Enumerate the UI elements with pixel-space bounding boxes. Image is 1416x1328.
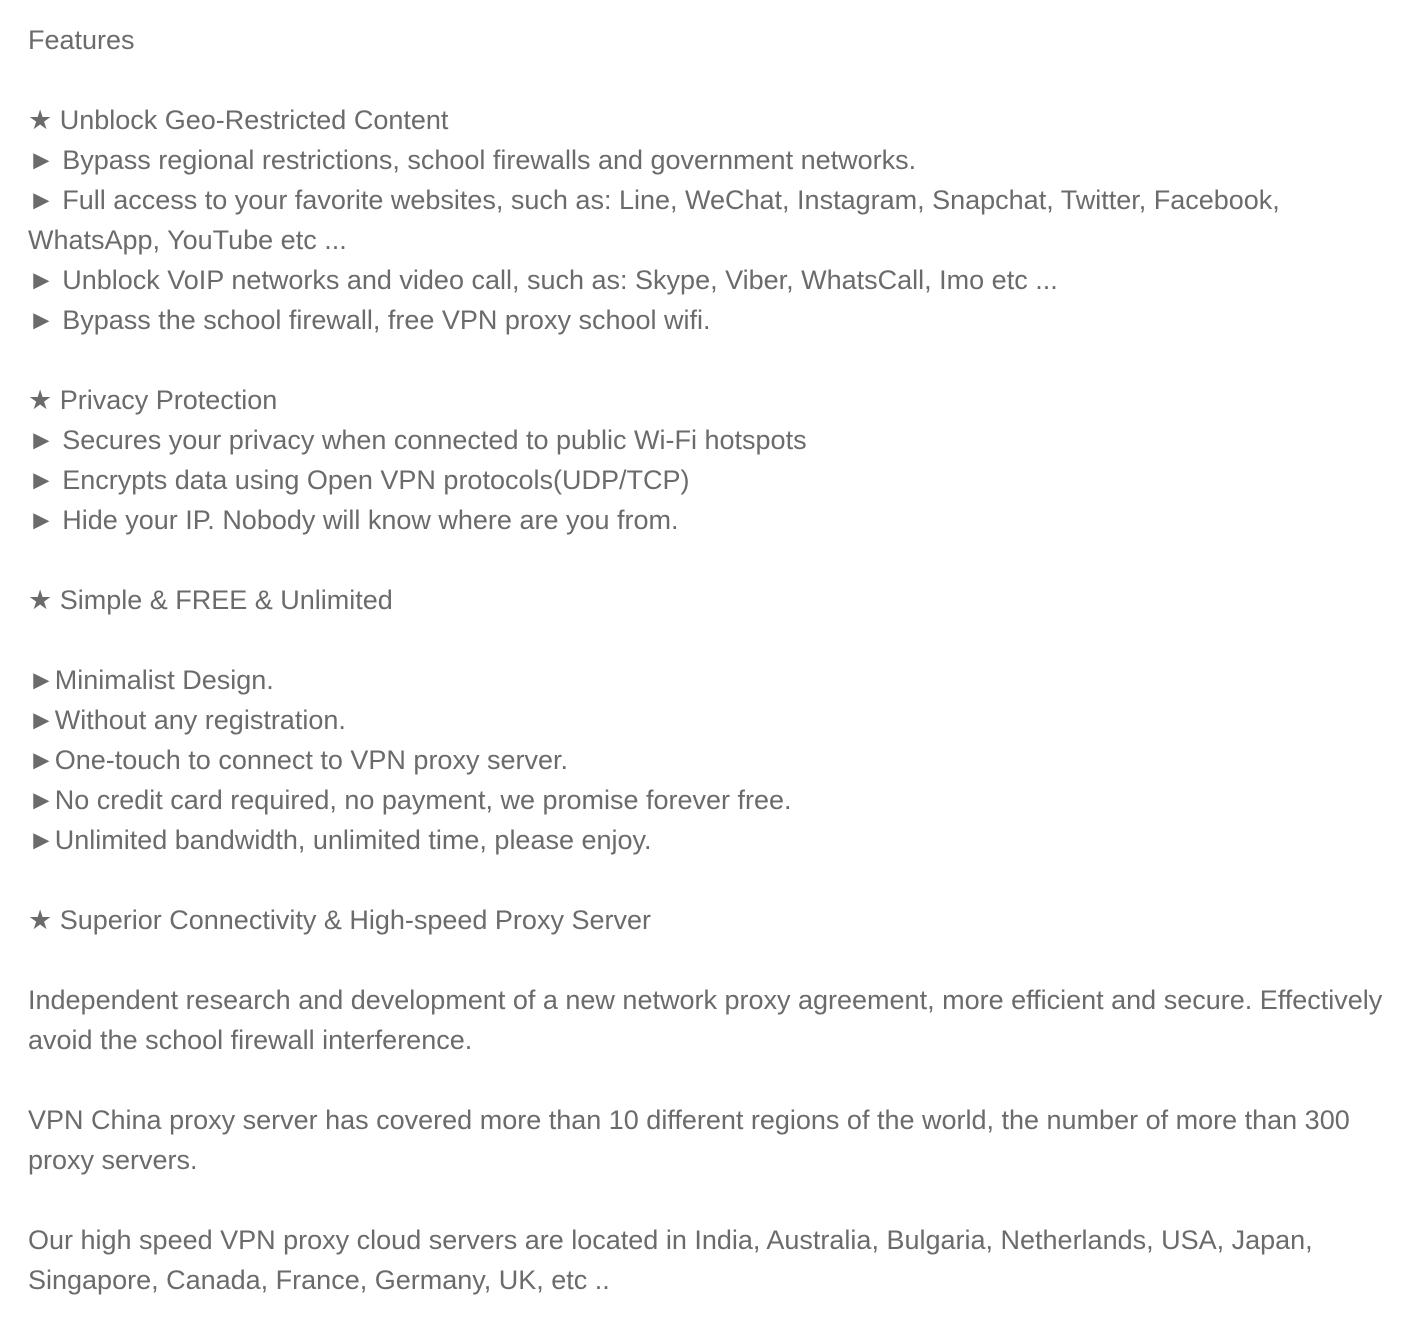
list-item: ► Bypass the school firewall, free VPN proxy school wifi. — [28, 305, 711, 335]
spacer — [28, 860, 1388, 900]
section-privacy — [28, 380, 1388, 540]
list-item: ►One-touch to connect to VPN proxy server. — [28, 745, 568, 775]
list-item: ► Full access to your favorite websites, such as: Line, WeChat, Instagram, Snapchat, Twitter, Facebook, WhatsApp, YouTube etc ... — [28, 185, 1280, 255]
list-item: ► Hide your IP. Nobody will know where are you from. — [28, 505, 679, 535]
list-item: ► Encrypts data using Open VPN protocols(UDP/TCP) — [28, 465, 690, 495]
list-item: ►Minimalist Design. — [28, 665, 274, 695]
spacer — [28, 1180, 1388, 1220]
features-heading: Features — [28, 25, 135, 55]
list-item: ► Bypass regional restrictions, school firewalls and government networks. — [28, 145, 917, 175]
spacer — [28, 940, 1388, 980]
section-title-connectivity: ★ Superior Connectivity & High-speed Proxy Server — [28, 905, 651, 935]
section-title-privacy: ★ Privacy Protection — [28, 385, 278, 415]
spacer — [28, 1060, 1388, 1100]
list-item: ► Unblock VoIP networks and video call, such as: Skype, Viber, WhatsCall, Imo etc ... — [28, 265, 1058, 295]
section-simple — [28, 580, 1388, 860]
list-item: ►Unlimited bandwidth, unlimited time, please enjoy. — [28, 825, 652, 855]
spacer — [28, 60, 1388, 100]
paragraph: Independent research and development of a new network proxy agreement, more efficient and secure. Effectively avoid the school firewall interference. — [28, 985, 1383, 1055]
spacer — [28, 540, 1388, 580]
list-item: ►Without any registration. — [28, 705, 346, 735]
paragraph: Our high speed VPN proxy cloud servers are located in India, Australia, Bulgaria, Netherlands, USA, Japan, Singapore, Canada, France, Germany, UK, etc .. — [28, 1225, 1313, 1295]
paragraph: VPN China proxy server has covered more than 10 different regions of the world, the number of more than 300 proxy servers. — [28, 1105, 1350, 1175]
section-unblock — [28, 100, 1388, 340]
section-title-unblock: ★ Unblock Geo-Restricted Content — [28, 105, 449, 135]
list-item: ► Secures your privacy when connected to public Wi-Fi hotspots — [28, 425, 807, 455]
section-connectivity — [28, 900, 1388, 1300]
list-item: ►No credit card required, no payment, we promise forever free. — [28, 785, 792, 815]
spacer — [28, 620, 1388, 660]
spacer — [28, 340, 1388, 380]
section-title-simple: ★ Simple & FREE & Unlimited — [28, 585, 393, 615]
